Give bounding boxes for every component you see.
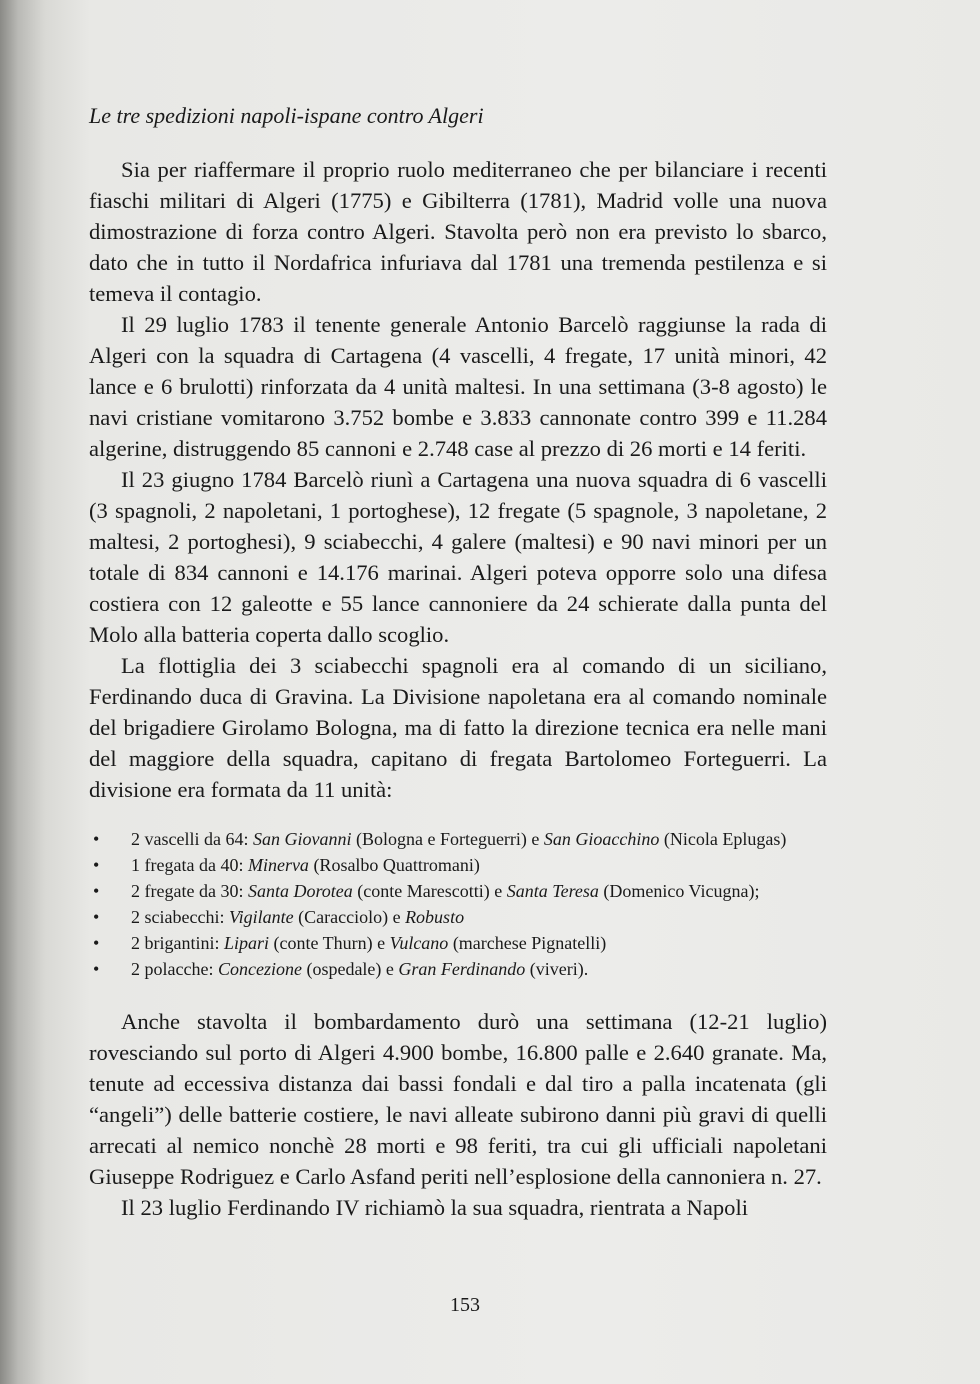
- ship-name: Vigilante: [228, 907, 294, 927]
- list-item: • 2 polacche: Concezione (ospedale) e Gran Ferdinando (viveri).: [89, 956, 827, 982]
- page-number: 153: [450, 1294, 480, 1316]
- ship-name: Vulcano: [389, 933, 449, 953]
- bullet-icon: •: [93, 907, 100, 927]
- paragraph: Sia per riaffermare il proprio ruolo mediterraneo che per bilanciare i recenti fiaschi militari di Algeri (1775) e Gibilterra (1781), Madrid volle una nuova dimostrazione di forza contro Algeri. Stavolta però non era previsto lo sbarco, dato che in tutto il Nordafrica infuriava dal 1781 una tremenda pestilenza e si temeva il contagio.: [89, 157, 827, 306]
- bullet-icon: •: [93, 881, 100, 901]
- ship-name: Robusto: [405, 907, 465, 927]
- list-item: • 2 fregate da 30: Santa Dorotea (conte Marescotti) e Santa Teresa (Domenico Vicugna);: [89, 878, 827, 904]
- bullet-icon: •: [93, 959, 100, 979]
- ship-name: Santa Dorotea: [247, 881, 353, 901]
- list-item: • 2 brigantini: Lipari (conte Thurn) e Vulcano (marchese Pignatelli): [89, 930, 827, 956]
- paragraph: Il 23 giugno 1784 Barcelò riunì a Cartagena una nuova squadra di 6 vascelli (3 spagnoli, 2 napoletani, 1 portoghese), 12 fregate (5 spagnole, 3 napoletane, 2 maltesi, 2 portoghesi), 9 sciabecchi, 4 galere (maltesi) e 90 navi minori per un totale di 834 cannoni e 14.176 marinai. Algeri poteva opporre solo una difesa costiera con 12 galeotte e 55 lance cannoniere da 24 schierate dalla punta del Molo alla batteria coperta dallo scoglio.: [89, 467, 827, 647]
- ship-name: Minerva: [247, 855, 309, 875]
- paragraph: Il 29 luglio 1783 il tenente generale Antonio Barcelò raggiunse la rada di Algeri con la squadra di Cartagena (4 vascelli, 4 fregate, 17 unità minori, 42 lance e 6 brulotti) rinforzata da 4 unità maltesi. In una settimana (3-8 agosto) le navi cristiane vomitarono 3.752 bombe e 3.833 cannonate contro 399 e 11.284 algerine, distruggendo 85 cannoni e 2.748 case al prezzo di 26 morti e 14 feriti.: [89, 312, 827, 461]
- ship-name: San Giovanni: [252, 829, 352, 849]
- section-heading: Le tre spedizioni napoli-ispane contro Algeri: [89, 103, 484, 128]
- ship-list: [89, 826, 827, 982]
- list-item: • 2 vascelli da 64: San Giovanni (Bologna e Forteguerri) e San Gioacchino (Nicola Eplugas): [89, 826, 827, 852]
- ship-name: Lipari: [224, 933, 270, 953]
- bullet-icon: •: [93, 855, 100, 875]
- ship-name: San Gioacchino: [543, 829, 660, 849]
- paragraph: Anche stavolta il bombardamento durò una settimana (12-21 luglio) rovesciando sul porto di Algeri 4.900 bombe, 16.800 palle e 2.640 granate. Ma, tenute ad eccessiva distanza dai bassi fondali e dal tiro a palla incatenata (gli “angeli”) delle batterie costiere, le navi alleate subirono danni più gravi di quelli arrecati al nemico nonchè 28 morti e 98 feriti, tra cui gli ufficiali napoletani Giuseppe Rodriguez e Carlo Asfand periti nell’esplosione della cannoniera n. 27.: [89, 1009, 827, 1189]
- paragraph: Il 23 luglio Ferdinando IV richiamò la sua squadra, rientrata a Napoli: [121, 1195, 749, 1220]
- ship-name: Gran Ferdinando: [398, 959, 526, 979]
- bullet-icon: •: [93, 933, 100, 953]
- ship-name: Santa Teresa: [506, 881, 599, 901]
- list-item: • 1 fregata da 40: Minerva (Rosalbo Quattromani): [89, 852, 827, 878]
- ship-name: Concezione: [217, 959, 302, 979]
- bullet-icon: •: [93, 829, 100, 849]
- paragraph: La flottiglia dei 3 sciabecchi spagnoli era al comando di un siciliano, Ferdinando duca di Gravina. La Divisione napoletana era al comando nominale del brigadiere Girolamo Bologna, ma di fatto la direzione tecnica era nelle mani del maggiore della squadra, capitano di fregata Bartolomeo Forteguerri. La divisione era formata da 11 unità:: [89, 653, 827, 802]
- page-content: [89, 100, 827, 1223]
- list-item: • 2 sciabecchi: Vigilante (Caracciolo) e Robusto: [89, 904, 827, 930]
